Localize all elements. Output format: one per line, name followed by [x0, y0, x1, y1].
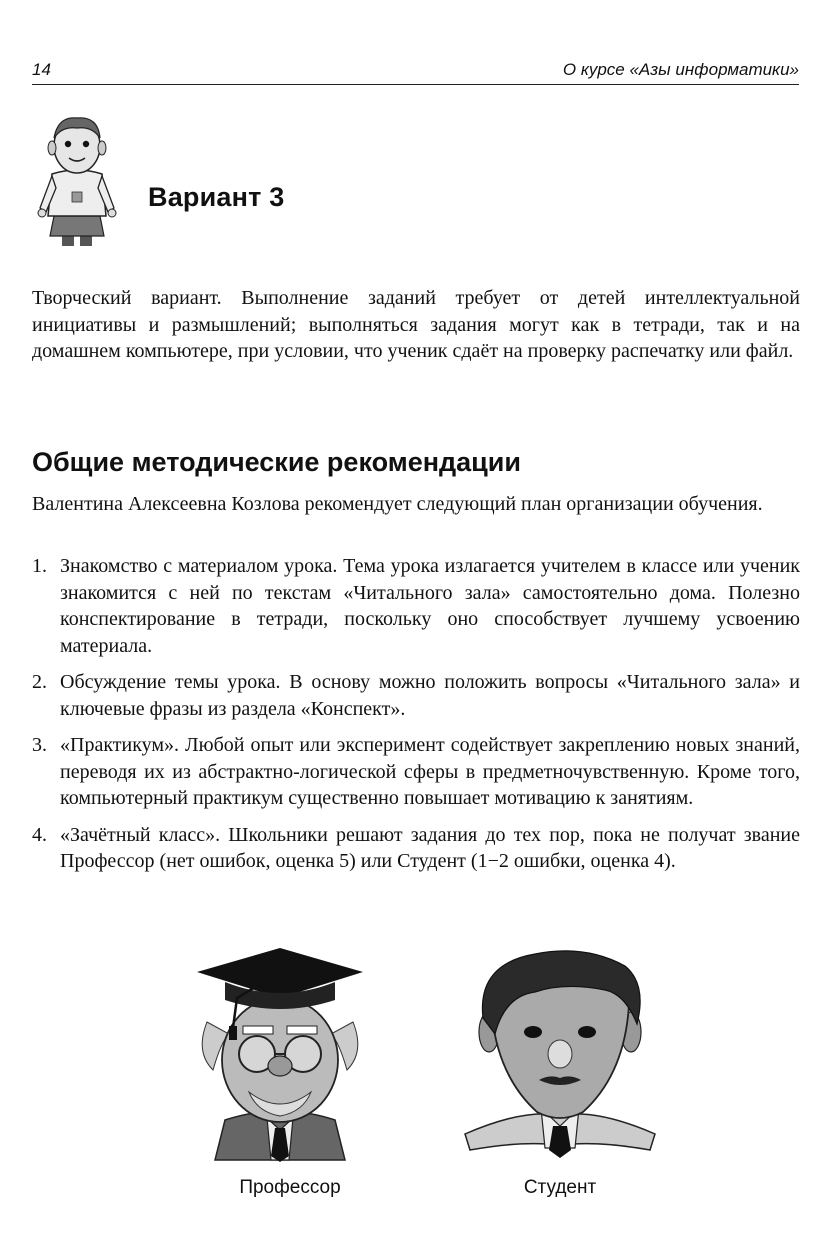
list-number: 4. — [32, 823, 47, 846]
list-item — [32, 732, 800, 812]
child-mascot-illustration — [34, 112, 120, 252]
list-item — [32, 669, 800, 722]
list-item-text: Знакомство с материалом урока. Тема урока излагается учителем в классе или ученик знакомится с ней по текстам «Читального зала» самостоятельно дома. Полезно конспектирование в тетради, поскольку оно способствует лучшему усвоению материала. — [60, 555, 800, 657]
student-caption: Студент — [523, 1177, 597, 1198]
list-number: 3. — [32, 734, 47, 756]
variant-description: Творческий вариант. Выполнение заданий требует от детей интеллектуальной инициативы и размышлений; выполняться задания могут как в тетради, так и на домашнем компьютере, при условии, что ученик сдаёт на проверку распечатку или файл. — [32, 287, 800, 362]
professor-caption: Профессор — [239, 1177, 341, 1198]
page-header — [32, 58, 799, 85]
page-number: 14 — [32, 60, 51, 79]
list-item-text: Обсуждение темы урока. В основу можно положить вопросы «Читального зала» и ключевые фразы из раздела «Конспект». — [60, 671, 800, 720]
professor-illustration — [185, 942, 375, 1164]
list-item — [32, 553, 800, 659]
list-item-text: «Практикум». Любой опыт или эксперимент содействует закреплению новых знаний, переводя их из абстрактно-логической сферы в предметночувственную. Кроме того, компьютерный практикум существенно повышает мотивацию к занятиям. — [60, 734, 800, 809]
running-title: О курсе «Азы информатики» — [562, 60, 799, 79]
recommendation-list — [32, 553, 800, 885]
list-item-text: «Зачётный класс». Школьники решают задания до тех пор, пока не получат звание Профессор (нет ошибок, оценка 5) или Студент (1−2 ошибки, оценка 4). — [60, 823, 800, 872]
list-number: 1. — [32, 555, 47, 577]
variant-title: Вариант 3 — [148, 182, 285, 212]
section-title: Общие методические рекомендации — [32, 447, 521, 477]
section-intro: Валентина Алексеевна Козлова рекомендует следующий план организации обучения. — [32, 493, 763, 515]
list-number: 2. — [32, 671, 47, 693]
list-item — [32, 822, 800, 875]
student-illustration — [455, 944, 665, 1164]
